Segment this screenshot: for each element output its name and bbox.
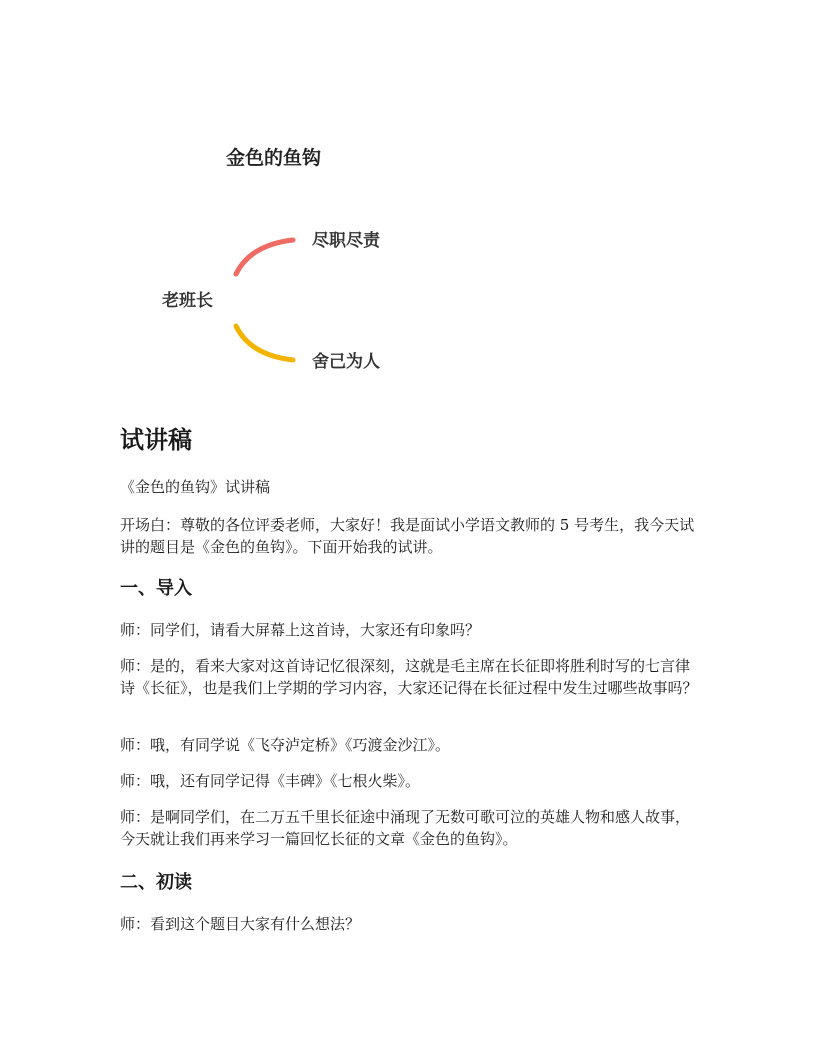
paragraph: 师：看到这个题目大家有什么想法？: [120, 915, 361, 933]
paragraph: 师：是的，看来大家对这首诗记忆很深刻，这就是毛主席在长征即将胜利时写的七言律诗《长征》，也是我们上学期的学习内容，大家还记得在长征过程中发生过哪些故事吗？: [120, 657, 698, 697]
section-title-intro: 一、导入: [120, 578, 192, 599]
bottom-branch-arc: [236, 326, 293, 360]
top-branch-arc: [236, 240, 293, 274]
paragraph: 师：同学们，请看大屏幕上这首诗，大家还有印象吗？: [120, 621, 481, 639]
doc-subtitle: 《金色的鱼钩》试讲稿: [120, 478, 271, 496]
opening-paragraph: 开场白：尊敬的各位评委老师，大家好！我是面试小学语文教师的 5 号考生，我今天试讲的题目是《金色的鱼钩》。下面开始我的试讲。: [120, 516, 695, 556]
page-heading: 试讲稿: [120, 425, 192, 454]
mind-map: [150, 220, 410, 380]
center-node: 老班长: [162, 291, 213, 311]
paragraph: 师：哦，有同学说《飞夺泸定桥》《巧渡金沙江》。: [120, 736, 451, 754]
branch-node-top: 尽职尽责: [312, 231, 380, 251]
paragraph: 师：是啊同学们，在二万五千里长征途中涌现了无数可歌可泣的英雄人物和感人故事，今天就让我们再来学习一篇回忆长征的文章《金色的鱼钩》。: [120, 808, 691, 848]
paragraph: 师：哦，还有同学记得《丰碑》《七根火柴》。: [120, 772, 421, 790]
branch-node-bottom: 舍己为人: [312, 352, 380, 372]
diagram-title: 金色的鱼钩: [226, 147, 322, 169]
section-title-first-read: 二、初读: [120, 872, 192, 893]
